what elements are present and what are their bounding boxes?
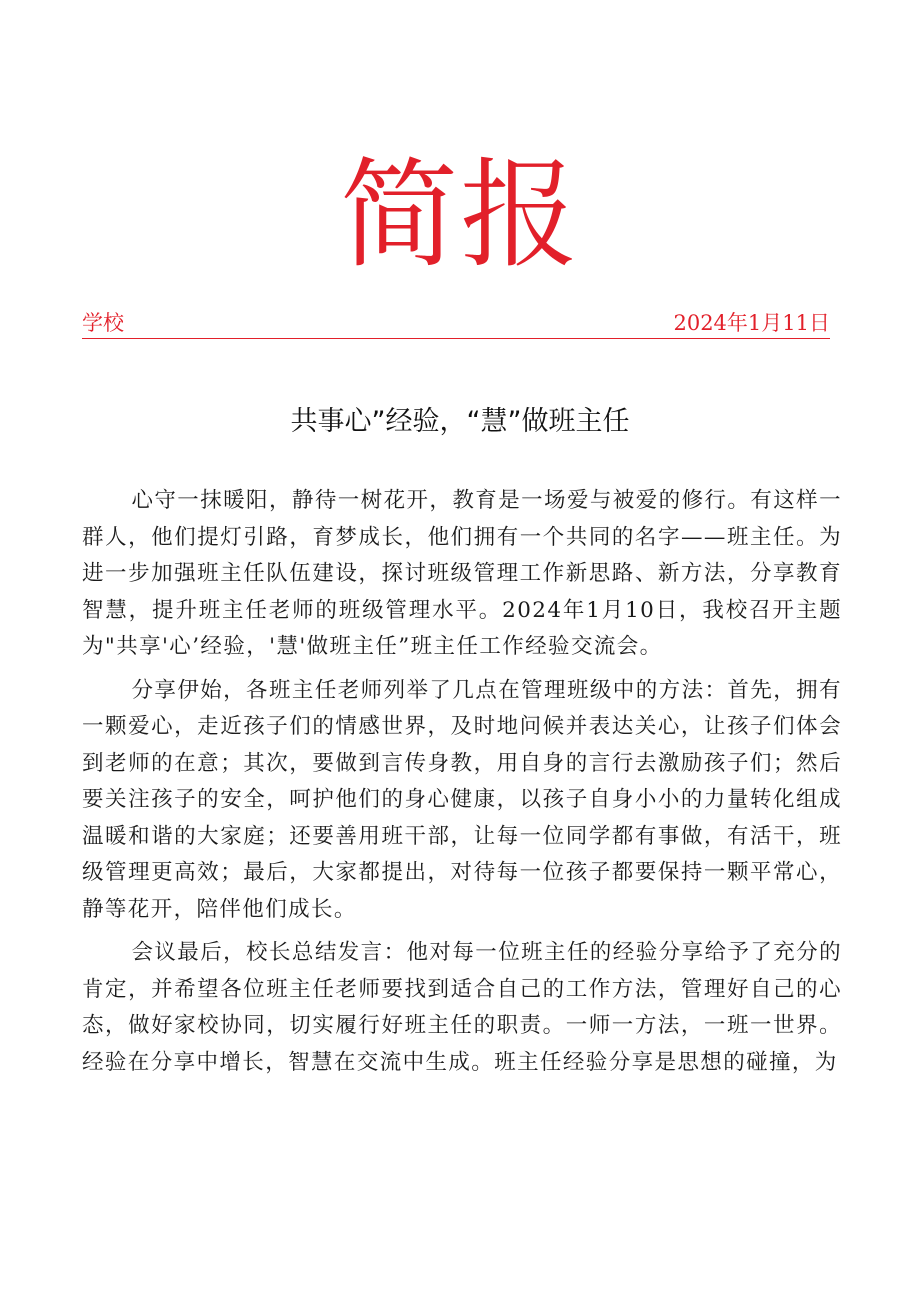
article-body: [82, 483, 842, 1088]
body-paragraph-2: 分享伊始，各班主任老师列举了几点在管理班级中的方法：首先，拥有一颗爱心，走近孩子们的情感世界，及时地问候并表达关心，让孩子们体会到老师的在意；其次，要做到言传身教，用自身的言行去激励孩子们；然后要关注孩子的安全，呵护他们的身心健康，以孩子自身小小的力量转化组成温暖和谐的大家庭；还要善用班干部，让每一位同学都有事做，有活干，班级管理更高效；最后，大家都提出，对待每一位孩子都要保持一颗平常心，静等花开，陪伴他们成长。: [82, 677, 842, 922]
issue-line: [82, 308, 830, 339]
body-paragraph-3: 会议最后，校长总结发言：他对每一位班主任的经验分享给予了充分的肯定，并希望各位班主任老师要找到适合自己的工作方法，管理好自己的心态，做好家校协同，切实履行好班主任的职责。一师一方法，一班一世界。经验在分享中增长，智慧在交流中生成。班主任经验分享是思想的碰撞，为: [82, 940, 842, 1075]
issue-date: 2024年1月11日: [673, 311, 830, 335]
body-paragraph-1: 心守一抹暖阳，静待一树花开，教育是一场爱与被爱的修行。有这样一群人，他们提灯引路，育梦成长，他们拥有一个共同的名字——班主任。为进一步加强班主任队伍建设，探讨班级管理工作新思路、新方法，分享教育智慧，提升班主任老师的班级管理水平。2024年1月10日，我校召开主题为"共享'心’经验，'慧'做班主任”班主任工作经验交流会。: [82, 488, 842, 659]
masthead-title: 简报: [339, 146, 580, 284]
school-name: 学校: [82, 311, 124, 335]
article-headline: 共事心”经验，“慧”做班主任: [290, 406, 630, 437]
